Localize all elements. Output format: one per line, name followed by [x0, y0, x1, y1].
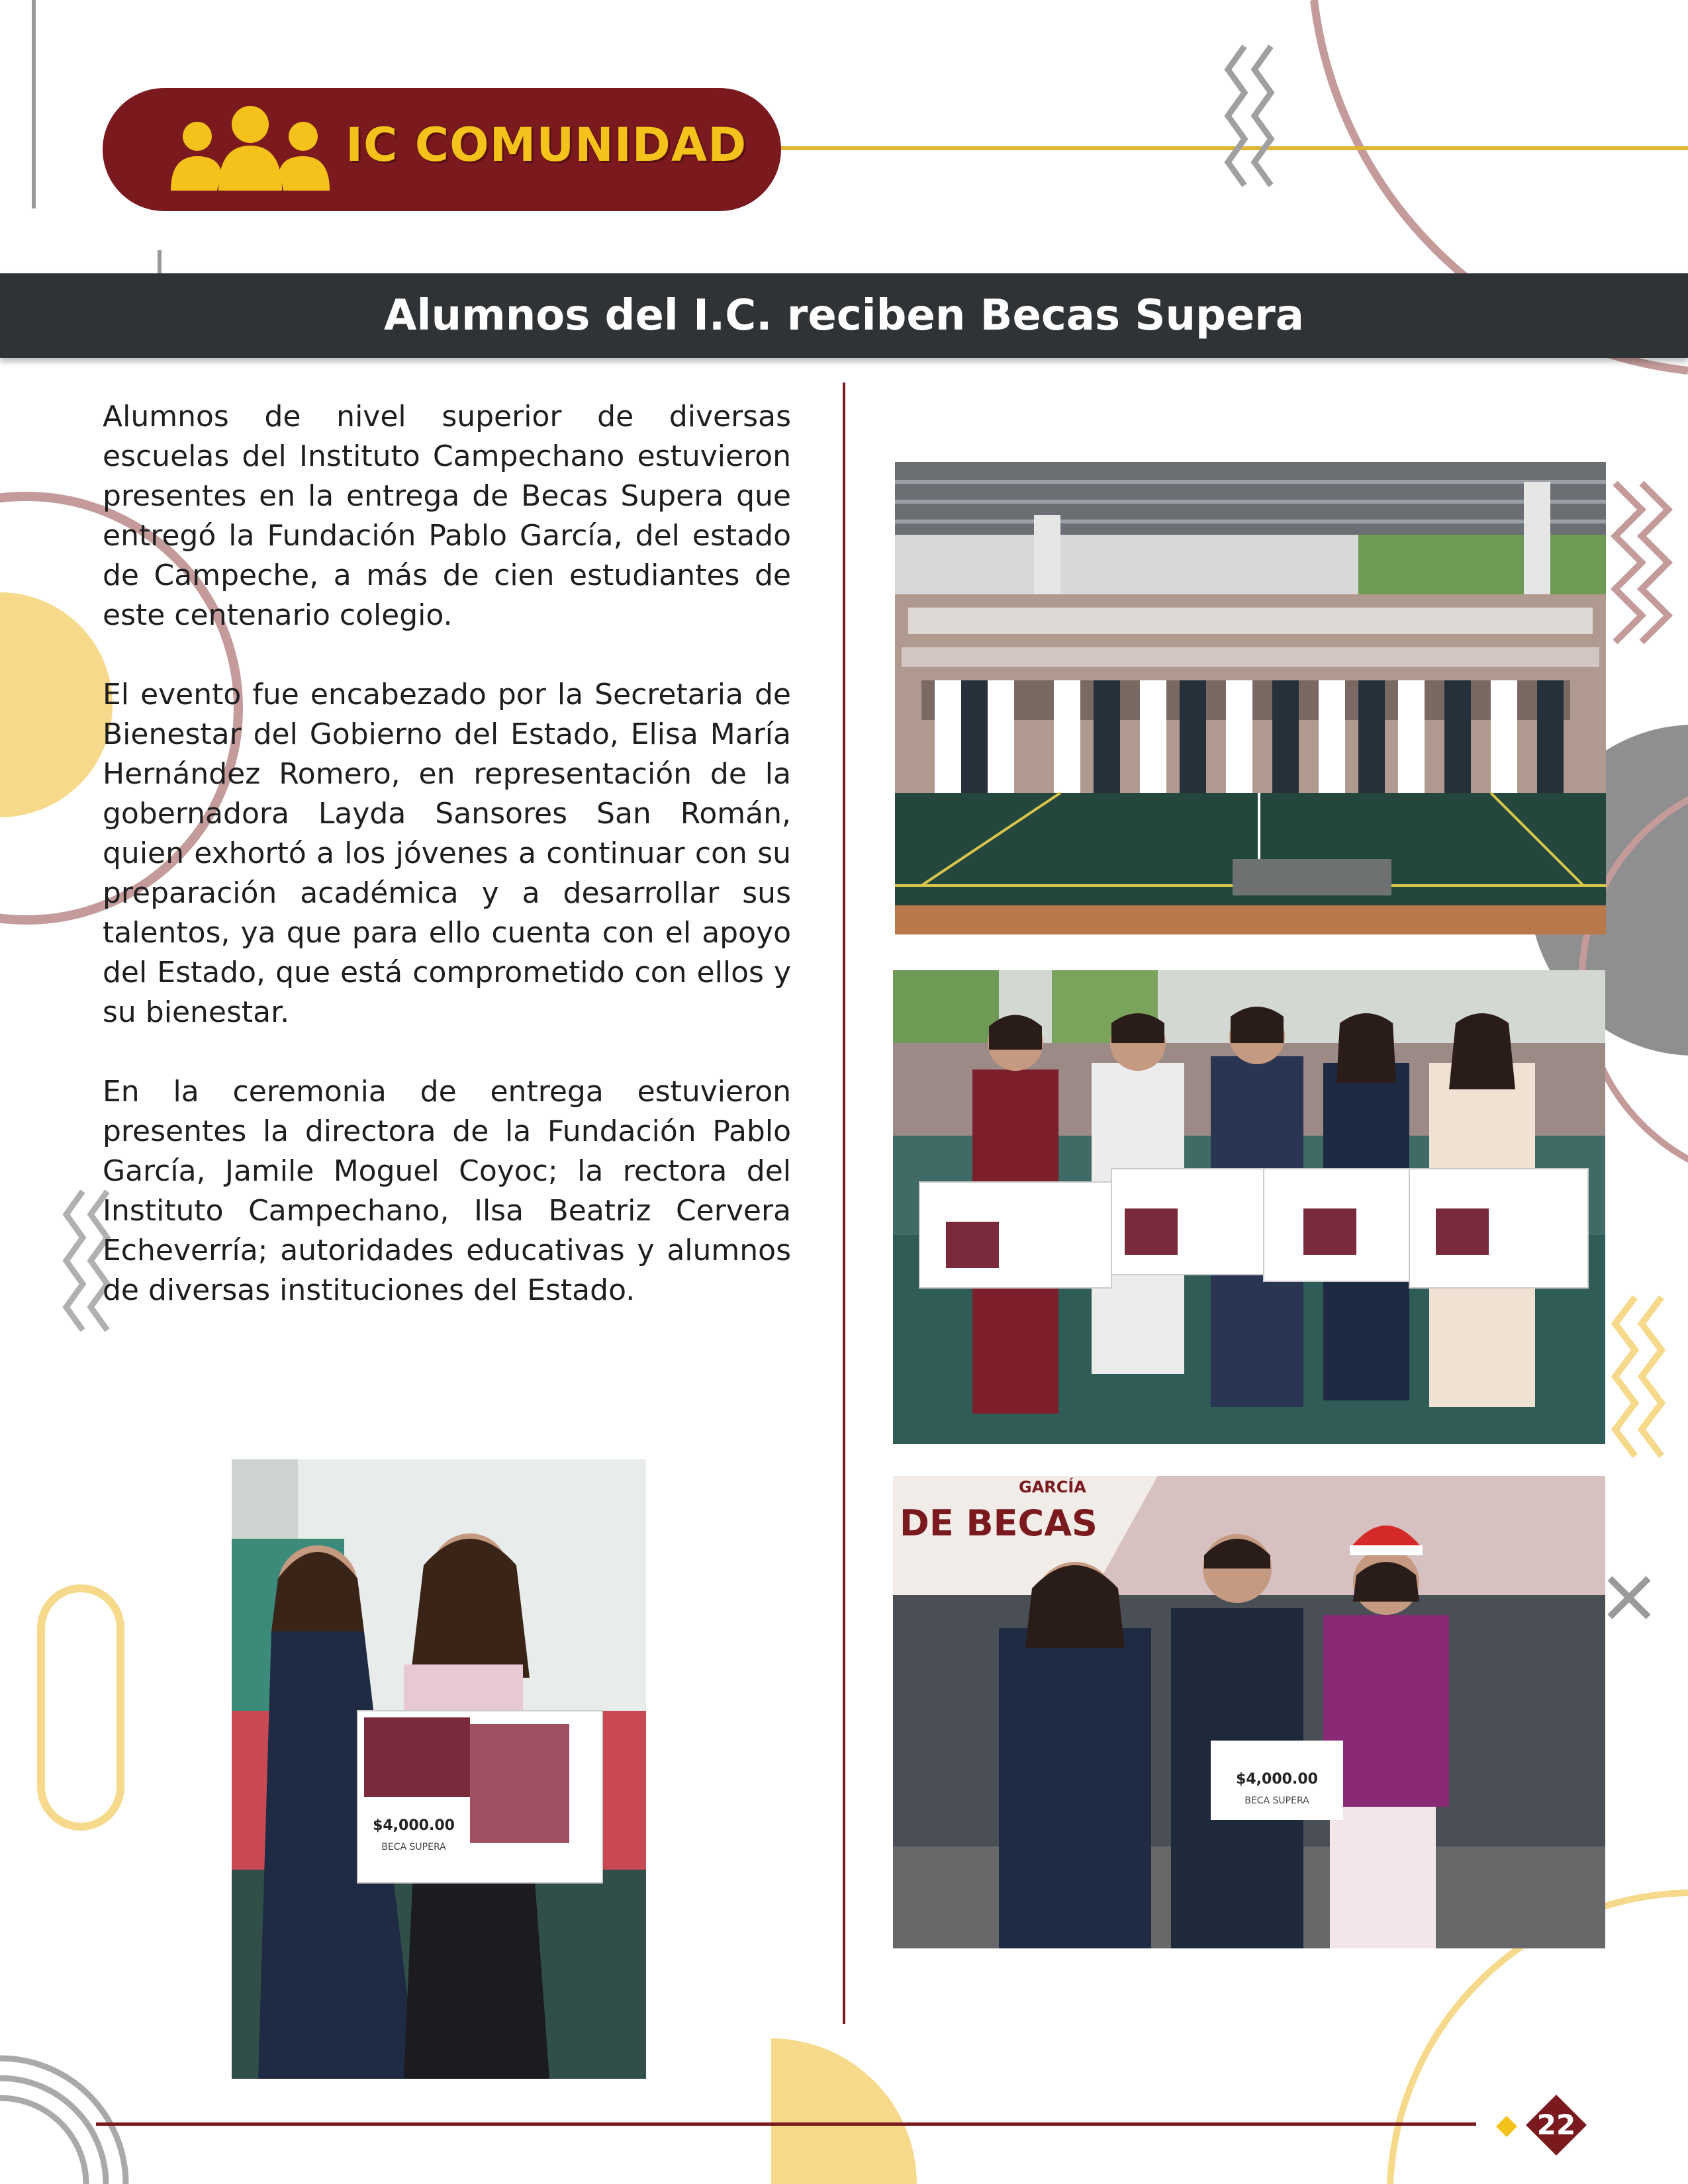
photo-three-people [893, 1476, 1605, 1948]
page-number: 22 [1536, 2109, 1576, 2141]
small-tick [158, 250, 162, 277]
photo-crowd-group [895, 462, 1606, 934]
people-group-icon [171, 105, 330, 191]
paragraph-3: En la ceremonia de entrega estuvieron presentes la directora de la Fundación Pablo García, Jamile Moguel Coyoc; la rectora del Instituto Campechano, Ilsa Beatriz Cervera Echeverría; autoridades educativas y alumnos de diversas instituciones del Estado. [103, 1075, 791, 1307]
diamond-icon [1496, 2116, 1517, 2137]
section-label: IC COMUNIDAD [346, 118, 747, 172]
check-label-4: BECA SUPERA [381, 1842, 446, 1852]
footer-rule [96, 2122, 1476, 2126]
zigzag-left-icon [66, 1191, 107, 1330]
check-amount-3: $4,000.00 [1236, 1771, 1318, 1788]
bottom-gold-quarter [771, 2038, 917, 2184]
article-title: Alumnos del I.C. reciben Becas Supera [384, 291, 1304, 340]
photo-two-women [232, 1459, 646, 2079]
zigzag-right-rose-icon [1615, 483, 1668, 642]
zigzag-right-gold-icon [1615, 1297, 1662, 1456]
check-label-3: BECA SUPERA [1244, 1796, 1309, 1806]
close-x-icon [1610, 1578, 1648, 1617]
zigzag-top-icon [1228, 46, 1271, 185]
bottom-left-rings [0, 2058, 126, 2184]
left-gold-half-circle [0, 592, 113, 817]
left-gold-pill [41, 1588, 120, 1827]
top-left-rule [32, 0, 36, 208]
header-gold-line [768, 146, 1688, 150]
banner-top-text: GARCÍA [1019, 1478, 1086, 1496]
article-body [103, 397, 791, 1350]
banner-text: DE BECAS [900, 1502, 1098, 1544]
paragraph-2: El evento fue encabezado por la Secretaria de Bienestar del Gobierno del Estado, Elisa María Hernández Romero, en representación de la gobernadora Layda Sansores San Román, quien exhortó a los jóvenes a continuar con su preparación académica y a desarrollar sus talentos, ya que para ello cuenta con el apoyo del Estado, que está comprometido con ellos y su bienestar. [103, 678, 791, 1029]
photo-five-students [893, 970, 1605, 1444]
paragraph-1: Alumnos de nivel superior de diversas escuelas del Instituto Campechano estuvieron presentes en la entrega de Becas Supera que entregó la Fundación Pablo García, del estado de Campeche, a más de cien estudiantes de este centenario colegio. [103, 400, 791, 632]
column-divider [843, 383, 845, 2024]
article-title-bar [0, 273, 1688, 358]
check-amount-4: $4,000.00 [373, 1817, 455, 1834]
